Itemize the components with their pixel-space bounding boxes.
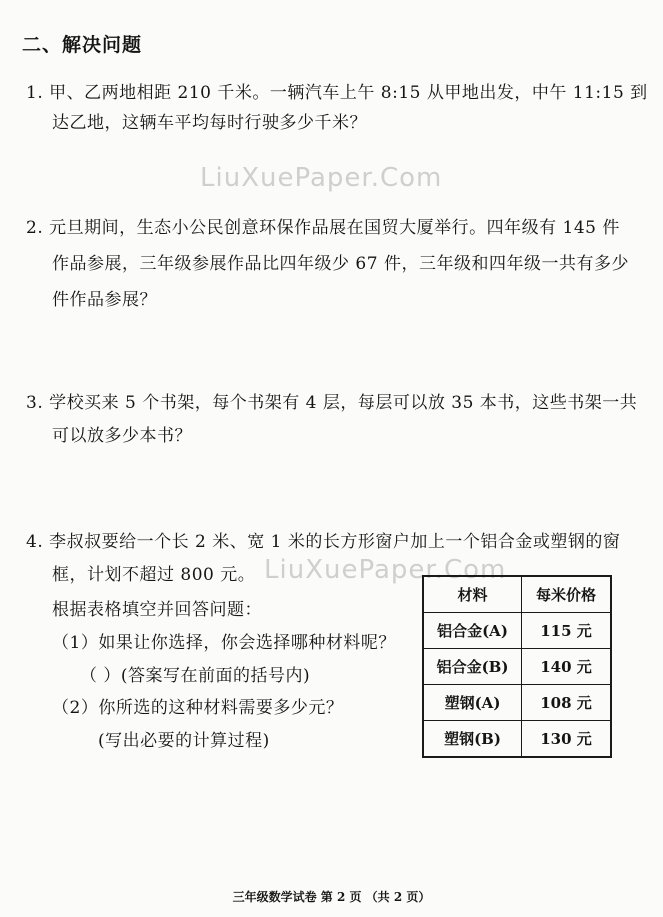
price-cell: 108 元 (522, 685, 612, 721)
table-row (423, 721, 611, 758)
q3-line-2: 可以放多少本书？ (52, 426, 192, 446)
watermark: LiuXuePaper.Com (264, 555, 507, 585)
material-cell: 塑钢(A) (423, 685, 522, 721)
header-material: 材料 (423, 576, 522, 613)
page-footer: 三年级数学试卷 第 2 页 （共 2 页） (232, 890, 431, 904)
material-cell: 铝合金(A) (423, 613, 522, 649)
price-table (422, 575, 612, 758)
price-cell: 130 元 (522, 721, 612, 758)
q2-line-3: 件作品参展？ (52, 290, 157, 310)
q4-line-3: 根据表格填空并回答问题： (52, 600, 262, 620)
table-row (423, 613, 611, 649)
q4-sub2-question: （2）你所选的这种材料需要多少元？ (52, 698, 344, 718)
material-cell: 塑钢(B) (423, 721, 522, 758)
watermark: LiuXuePaper.Com (200, 163, 443, 193)
q1-line-2: 达乙地，这辆车平均每时行驶多少千米？ (52, 113, 367, 133)
q4-line-2: 框，计划不超过 800 元。 (52, 565, 256, 585)
price-cell: 115 元 (522, 613, 612, 649)
q4-sub1-question: （1）如果让你选择，你会选择哪种材料呢？ (52, 633, 396, 653)
table-header-row (423, 576, 611, 613)
q2-line-1: 2. 元旦期间，生态小公民创意环保作品展在国贸大厦举行。四年级有 145 件 (26, 218, 620, 238)
q3-line-1: 3. 学校买来 5 个书架，每个书架有 4 层，每层可以放 35 本书，这些书架一共 (26, 393, 638, 413)
price-cell: 140 元 (522, 649, 612, 685)
table-row (423, 685, 611, 721)
q4-line-1: 4. 李叔叔要给一个长 2 米、宽 1 米的长方形窗户加上一个铝合金或塑钢的窗 (26, 532, 621, 552)
section-title: 二、解决问题 (22, 34, 143, 56)
header-price-per-meter: 每米价格 (522, 576, 612, 613)
material-cell: 铝合金(B) (423, 649, 522, 685)
table-row (423, 649, 611, 685)
q2-line-2: 作品参展，三年级参展作品比四年级少 67 件，三年级和四年级一共有多少 (52, 254, 629, 274)
q4-sub1-answer-blank[interactable]: （ ）(答案写在前面的括号内) (80, 666, 311, 686)
q1-line-1: 1. 甲、乙两地相距 210 千米。一辆汽车上午 8:15 从甲地出发，中午 11:15 到 (26, 83, 648, 103)
q4-sub2-instruction: (写出必要的计算过程) (98, 731, 270, 751)
